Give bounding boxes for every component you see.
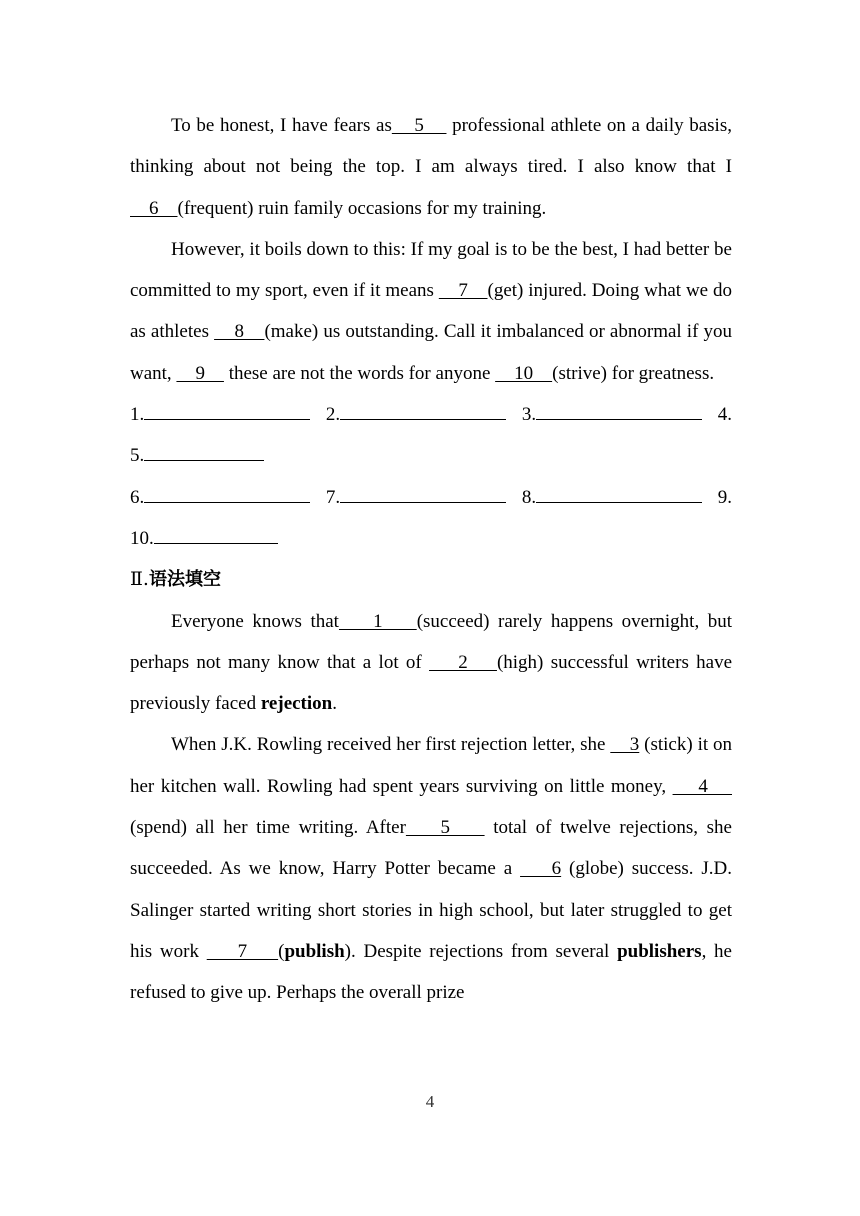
bold-word: publish <box>284 940 345 962</box>
blank-label: 7 <box>206 940 279 962</box>
bold-word: rejection <box>260 693 333 715</box>
text: (make) us outstanding. Call it imbalanced or abnormal if you want, <box>130 321 733 384</box>
answer-line[interactable] <box>144 484 310 503</box>
text: (get) injured. Doing what we do as athletes <box>130 280 733 343</box>
blank-label: 10 <box>495 362 553 384</box>
answer-number: 2. <box>325 404 341 426</box>
answer-number: 6. <box>130 486 145 508</box>
text: (frequent) ruin family occasions for my training. <box>177 197 547 219</box>
answer-line[interactable] <box>144 442 264 461</box>
blank-5 <box>392 115 447 136</box>
text: (strive) for greatness. <box>552 362 715 384</box>
text: However, it boils down to this: If my goal is to be the best, I had better be committed to my sport, even if it means <box>130 238 732 302</box>
section-title: 语法填空 <box>148 569 221 591</box>
answer-line[interactable] <box>154 525 278 544</box>
answer-slot-1[interactable] <box>130 394 310 435</box>
text: professional athlete on a daily basis, thinking about not being the top. I am always tired. I also know that I <box>130 115 732 178</box>
page-content <box>130 105 732 1014</box>
blank-10 <box>495 363 552 384</box>
text: (globe) success. J.D. Salinger started writing short stories in high school, but later struggled to get his work <box>130 858 733 962</box>
blank-label: 8 <box>214 321 265 343</box>
blank-label: 6 <box>130 197 178 219</box>
answer-line[interactable] <box>144 401 310 420</box>
blank-1 <box>339 611 417 632</box>
answer-slot-9[interactable] <box>718 477 732 518</box>
blank-4 <box>673 776 732 797</box>
answer-line[interactable] <box>536 484 702 503</box>
text: ). Despite rejections from several <box>344 940 618 962</box>
text: (high) successful writers have previously faced <box>130 651 733 715</box>
answer-number: 8. <box>521 486 537 508</box>
blank-3 <box>610 734 639 755</box>
blank-label: 1 <box>338 610 417 632</box>
blank-8 <box>214 321 264 342</box>
text: To be honest, I have fears as <box>171 115 392 136</box>
answer-row-4 <box>130 518 732 559</box>
blank-label: 5 <box>405 817 485 839</box>
passage2-paragraph2 <box>130 724 732 1013</box>
answer-row-1 <box>130 394 732 435</box>
text: ( <box>278 940 285 962</box>
text: (stick) it on her kitchen wall. Rowling had spent years surviving on little money, <box>130 734 732 797</box>
blank-7 <box>439 280 488 301</box>
text: , he refused to give up. Perhaps the overall prize <box>130 940 732 1004</box>
answer-row-3 <box>130 477 732 518</box>
text: . <box>332 693 337 715</box>
blank-label: 6 <box>520 858 562 880</box>
answer-row-2 <box>130 435 732 476</box>
blank-6b <box>520 858 561 879</box>
answer-slot-4[interactable] <box>718 394 732 435</box>
text: When J.K. Rowling received her first rejection letter, she <box>171 734 611 756</box>
text: (succeed) rarely happens overnight, but perhaps not many know that a lot of <box>130 610 733 673</box>
section-numeral: Ⅱ. <box>130 568 149 591</box>
answer-slot-8[interactable] <box>522 477 702 518</box>
blank-label: 2 <box>429 651 497 673</box>
passage2-paragraph1 <box>130 601 732 725</box>
passage1-paragraph1 <box>130 105 732 229</box>
bold-word: publishers <box>617 940 702 962</box>
answer-slot-2[interactable] <box>326 394 506 435</box>
answer-slot-5[interactable] <box>130 435 264 476</box>
blank-label: 3 <box>610 734 640 756</box>
blank-7b <box>207 941 278 962</box>
text: these are not the words for anyone <box>223 362 496 384</box>
passage1-paragraph2 <box>130 229 732 394</box>
answer-number: 7. <box>325 486 341 508</box>
page-number: 4 <box>425 1092 435 1111</box>
text: Everyone knows that <box>171 610 339 632</box>
blank-label: 7 <box>438 280 488 302</box>
blank-5b <box>406 817 485 838</box>
answer-number: 3. <box>521 404 537 426</box>
answer-slot-10[interactable] <box>130 518 278 559</box>
answer-number: 9. <box>717 486 732 508</box>
blank-label: 4 <box>672 775 732 797</box>
answer-line[interactable] <box>340 401 506 420</box>
answer-number: 5. <box>130 445 145 467</box>
text: (spend) all her time writing. After <box>130 817 406 839</box>
blank-9 <box>176 363 224 384</box>
answer-line[interactable] <box>340 484 506 503</box>
answer-line[interactable] <box>536 401 702 420</box>
blank-6 <box>130 198 178 219</box>
blank-label: 9 <box>176 362 224 384</box>
blank-2 <box>429 652 497 673</box>
answer-slot-3[interactable] <box>522 394 702 435</box>
answer-slot-7[interactable] <box>326 477 506 518</box>
answer-number: 10. <box>130 527 154 549</box>
answer-slot-6[interactable] <box>130 477 310 518</box>
section-heading <box>130 559 732 600</box>
answer-number: 1. <box>130 404 145 426</box>
blank-label: 5 <box>391 115 447 136</box>
text: total of twelve rejections, she succeeded. As we know, Harry Potter became a <box>130 817 732 880</box>
answer-number: 4. <box>717 404 732 426</box>
